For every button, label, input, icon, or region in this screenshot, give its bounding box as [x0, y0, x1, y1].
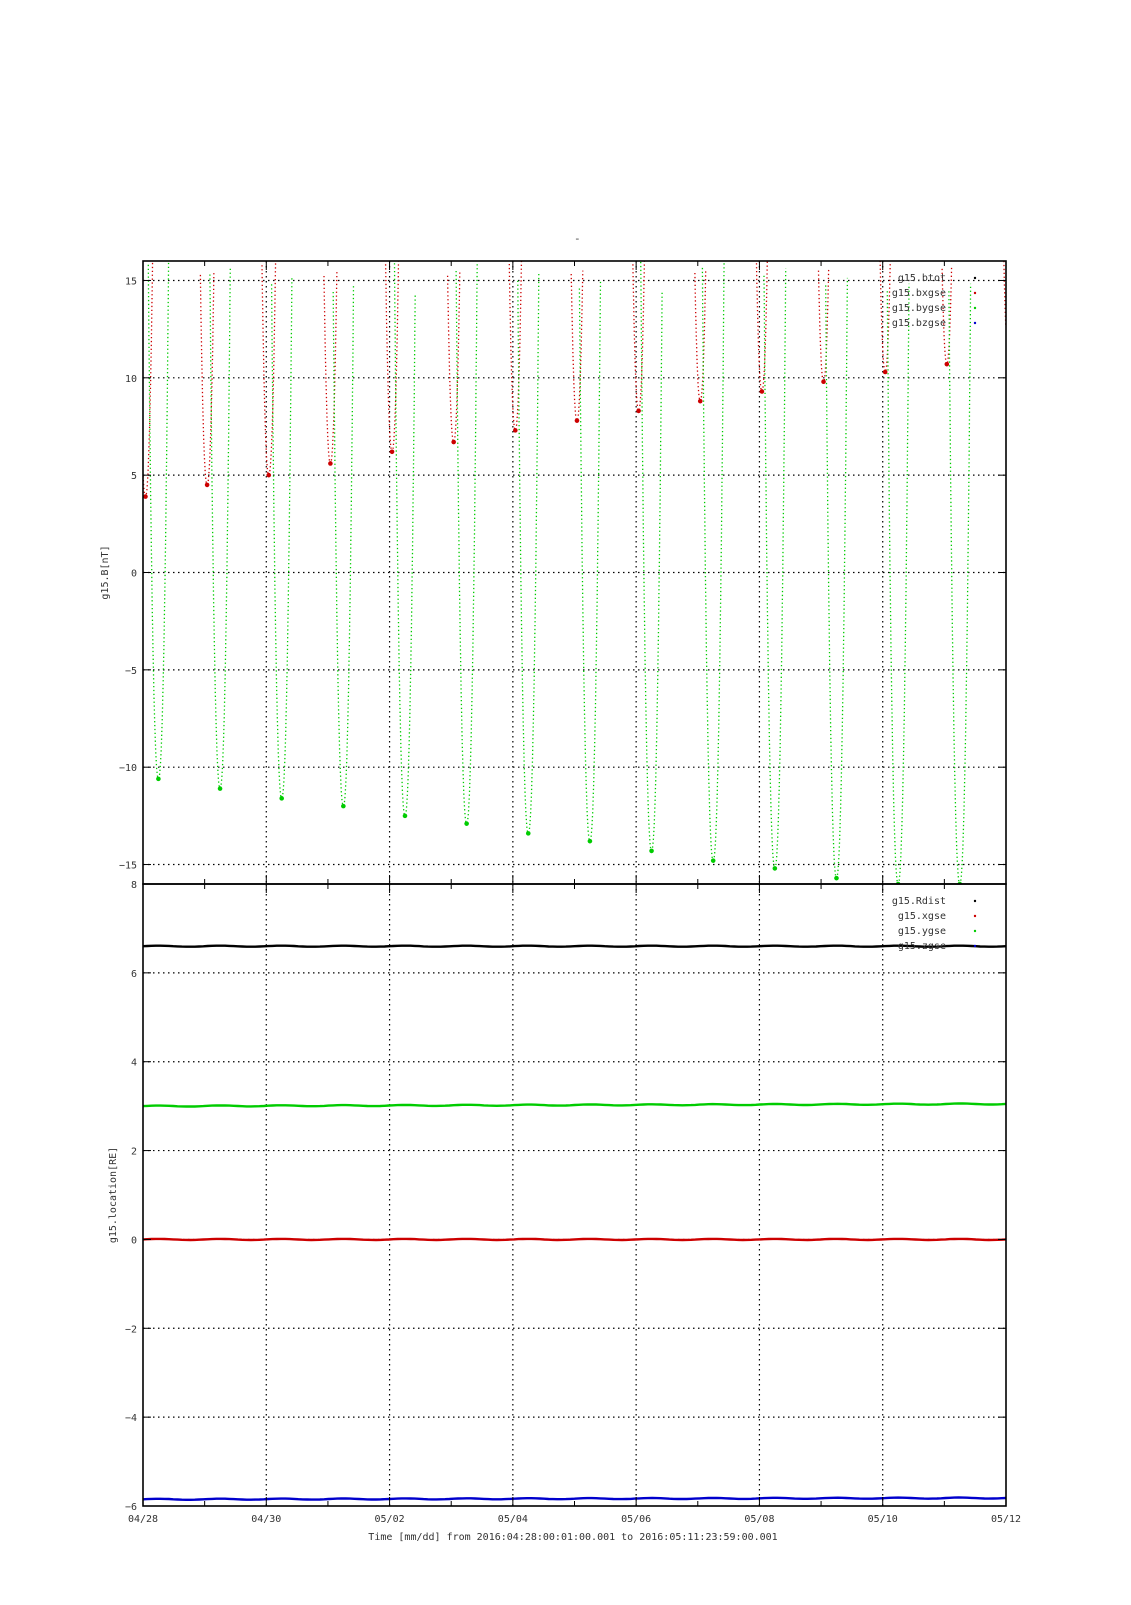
series-minimum-point: [279, 796, 284, 801]
series-minimum-point: [649, 849, 654, 854]
data-layer: [143, 257, 1006, 1500]
y-tick-label: −4: [124, 1413, 137, 1425]
y-tick-label: 6: [130, 968, 137, 980]
title-mark: -: [574, 232, 581, 245]
legend-label: g15.bygse: [891, 303, 946, 314]
series-minimum-point: [156, 777, 161, 782]
frame-layer: [143, 261, 1006, 1506]
y-axis-label: g15.location[RE]: [108, 1146, 119, 1244]
series-minimum-point: [834, 876, 839, 881]
x-tick-label: 04/30: [251, 1514, 282, 1525]
legend-label: g15.btot: [897, 273, 946, 284]
series-minimum-point: [205, 483, 210, 488]
series-minimum-point: [698, 399, 703, 404]
y-tick-label: −5: [124, 665, 137, 677]
y-tick-label: 10: [124, 373, 137, 385]
series-minimum-point: [464, 821, 469, 826]
series-minimum-point: [328, 461, 333, 466]
x-tick-label: 05/12: [990, 1514, 1022, 1525]
series-g15-rdist: [143, 946, 1006, 947]
series-minimum-point: [575, 418, 580, 423]
series-minimum-point: [760, 389, 765, 394]
series-minimum-point: [266, 473, 271, 478]
series-minimum-point: [588, 839, 593, 844]
series-minimum-point: [711, 858, 716, 863]
series-minimum-point: [526, 831, 531, 836]
series-group: [143, 257, 1006, 886]
x-tick-label: 04/28: [127, 1514, 159, 1525]
x-axis-footer: Time [mm/dd] from 2016:04:28:00:01:00.001 to 2016:05:11:23:59:00.001: [368, 1532, 778, 1543]
y-tick-label: 2: [130, 1146, 137, 1158]
series-g15-bygse: [148, 258, 970, 884]
x-tick-label: 05/04: [497, 1514, 528, 1525]
series-g15-ygse: [143, 1104, 1006, 1107]
legend-label: g15.xgse: [897, 911, 946, 922]
panel-frame: [143, 884, 1006, 1506]
series-minimum-point: [143, 494, 148, 499]
series-minimum-point: [883, 370, 888, 375]
series-minimum-point: [773, 866, 778, 871]
legend-label: g15.zgse: [897, 941, 946, 952]
x-tick-label: 05/06: [621, 1514, 652, 1525]
x-tick-label: 05/08: [744, 1514, 775, 1525]
legend-marker: [974, 900, 976, 902]
legend-marker: [974, 945, 976, 947]
series-minimum-point: [945, 362, 950, 367]
series-minimum-point: [341, 804, 346, 809]
legend-label: g15.bzgse: [891, 318, 946, 329]
series-minimum-point: [390, 449, 395, 454]
legend-marker: [974, 307, 976, 309]
y-tick-label: −2: [124, 1324, 137, 1336]
legend-marker: [974, 915, 976, 917]
legend-label: g15.ygse: [897, 926, 946, 937]
series-g15-bxgse: [143, 257, 1006, 497]
y-axis-label: g15.B[nT]: [100, 545, 111, 600]
legend-marker: [974, 930, 976, 932]
y-tick-label: 0: [130, 568, 137, 580]
series-minimum-point: [451, 440, 456, 445]
y-tick-label: 15: [124, 276, 137, 288]
series-minimum-point: [636, 409, 641, 414]
y-tick-label: −10: [118, 763, 137, 775]
series-g15-xgse: [143, 1239, 1006, 1240]
legend-marker: [974, 292, 976, 294]
legend-label: g15.Rdist: [891, 896, 946, 907]
y-tick-label: 0: [130, 1235, 137, 1247]
series-minimum-point: [821, 379, 826, 384]
legend-marker: [974, 322, 976, 324]
series-minimum-point: [403, 814, 408, 819]
x-tick-label: 05/10: [867, 1514, 898, 1525]
y-tick-label: 4: [130, 1057, 137, 1069]
y-tick-label: 5: [130, 471, 137, 483]
series-g15-zgse: [143, 1498, 1006, 1500]
y-tick-label: −15: [118, 860, 137, 872]
y-tick-label: 8: [130, 880, 137, 891]
legend-label: g15.bxgse: [891, 288, 946, 299]
x-tick-label: 05/02: [374, 1514, 405, 1525]
legend-marker: [974, 277, 976, 279]
series-minimum-point: [218, 786, 223, 791]
y-tick-label: −6: [124, 1502, 137, 1513]
series-minimum-point: [513, 428, 518, 433]
